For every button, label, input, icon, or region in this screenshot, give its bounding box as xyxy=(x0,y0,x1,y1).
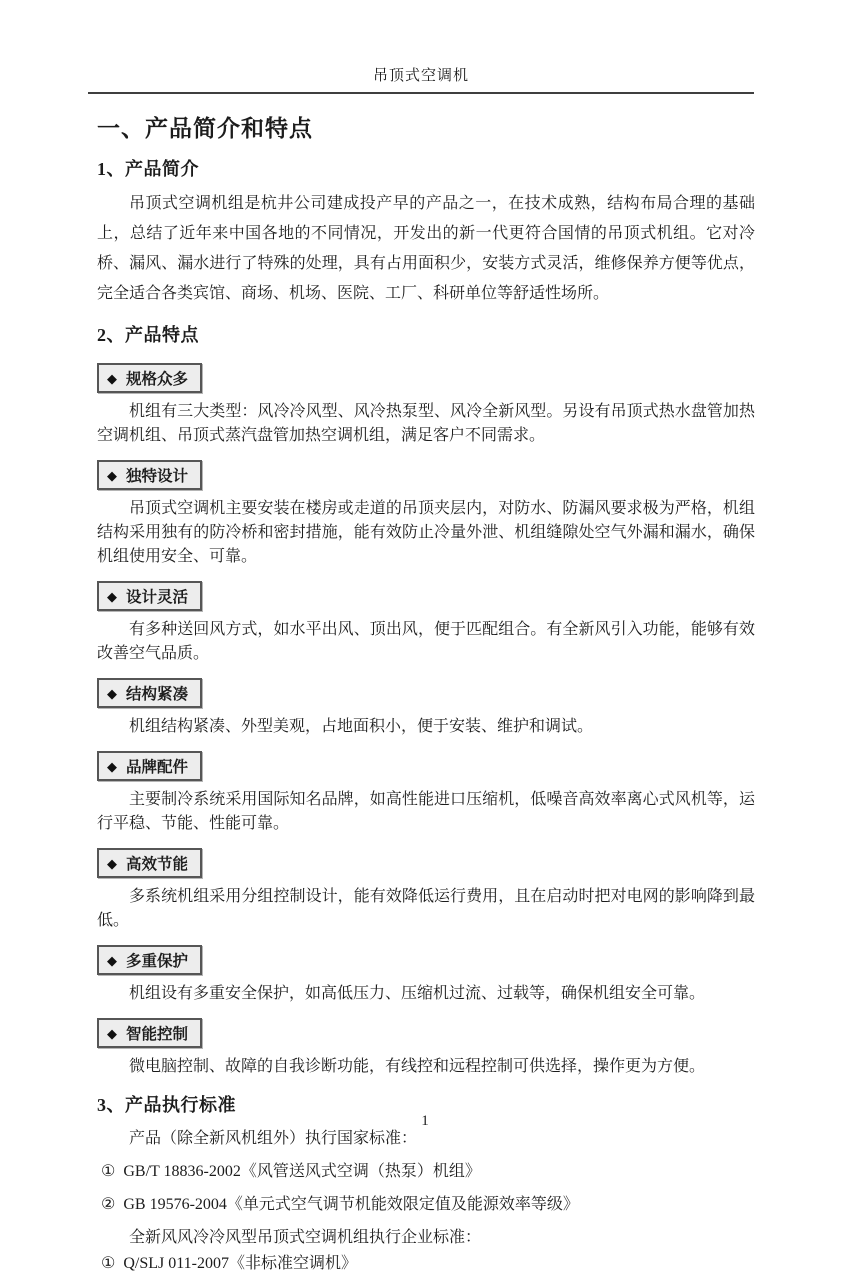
feature-paragraph: 机组设有多重安全保护，如高低压力、压缩机过流、过载等，确保机组安全可靠。 xyxy=(129,985,706,1002)
feature-paragraph: 机组有三大类型：风冷冷风型、风冷热泵型、风冷全新风型。另设有吊顶式热水盘管加热空调机组、吊顶式蒸汽盘管加热空调机组，满足客户不同需求。 xyxy=(97,403,755,444)
feature-paragraph: 多系统机组采用分组控制设计，能有效降低运行费用，且在启动时把对电网的影响降到最低。 xyxy=(97,888,755,929)
feature-item xyxy=(97,355,755,448)
feature-label: 高效节能 xyxy=(126,856,189,873)
page-content xyxy=(97,104,755,1276)
diamond-icon: ◆ xyxy=(107,588,117,604)
feature-item xyxy=(97,1010,755,1079)
item-number: ① xyxy=(101,1255,116,1272)
page-number: 1 xyxy=(421,1113,429,1129)
item-text: Q/SLJ 011-2007《非标准空调机》 xyxy=(123,1255,357,1272)
standards-enterprise-intro: 全新风风冷冷风型吊顶式空调机组执行企业标准： xyxy=(129,1229,482,1246)
standard-item xyxy=(97,1160,755,1184)
feature-item xyxy=(97,840,755,933)
intro-paragraph: 吊顶式空调机组是杭井公司建成投产早的产品之一，在技术成熟，结构布局合理的基础上，总结了近年来中国各地的不同情况，开发出的新一代更符合国情的吊顶式机组。它对冷桥、漏风、漏水进行了特殊的处理，具有占用面积少，安装方式灵活，维修保养方便等优点，完全适合各类宾馆、商场、机场、医院、工厂、科研单位等舒适性场所。 xyxy=(97,195,755,302)
feature-paragraph: 机组结构紧凑、外型美观，占地面积小，便于安装、维护和调试。 xyxy=(129,718,594,735)
feature-label-box xyxy=(97,363,202,393)
feature-label: 规格众多 xyxy=(126,371,189,388)
diamond-icon: ◆ xyxy=(107,855,117,871)
feature-item xyxy=(97,573,755,666)
page-header-title: 吊顶式空调机 xyxy=(88,64,754,94)
feature-item xyxy=(97,670,755,739)
item-text: GB 19576-2004《单元式空气调节机能效限定值及能源效率等级》 xyxy=(123,1196,579,1213)
feature-paragraph: 有多种送回风方式，如水平出风、顶出风，便于匹配组合。有全新风引入功能，能够有效改善空气品质。 xyxy=(97,621,755,662)
feature-label: 品牌配件 xyxy=(126,759,189,776)
diamond-icon: ◆ xyxy=(107,758,117,774)
diamond-icon: ◆ xyxy=(107,1025,117,1041)
feature-label: 结构紧凑 xyxy=(126,686,189,703)
feature-paragraph: 吊顶式空调机主要安装在楼房或走道的吊顶夹层内，对防水、防漏风要求极为严格，机组结构采用独有的防冷桥和密封措施，能有效防止冷量外泄、机组缝隙处空气外漏和漏水，确保机组使用安全、可靠。 xyxy=(97,500,755,565)
feature-label-box xyxy=(97,678,202,708)
feature-label-box xyxy=(97,848,202,878)
standard-item xyxy=(97,1252,755,1276)
diamond-icon: ◆ xyxy=(107,685,117,701)
standards-heading: 3、产品执行标准 xyxy=(97,1095,236,1115)
feature-paragraph: 微电脑控制、故障的自我诊断功能，有线控和远程控制可供选择，操作更为方便。 xyxy=(129,1058,706,1075)
feature-item xyxy=(97,452,755,569)
feature-label-box xyxy=(97,945,202,975)
features-heading: 2、产品特点 xyxy=(97,325,199,345)
feature-paragraph: 主要制冷系统采用国际知名品牌，如高性能进口压缩机，低噪音高效率离心式风机等，运行平稳、节能、性能可靠。 xyxy=(97,791,755,832)
feature-label-box xyxy=(97,460,202,490)
standards-national-intro: 产品（除全新风机组外）执行国家标准： xyxy=(129,1130,418,1147)
item-number: ① xyxy=(101,1163,116,1180)
standard-item xyxy=(97,1193,755,1217)
feature-label-box xyxy=(97,751,202,781)
feature-item xyxy=(97,937,755,1006)
feature-label: 独特设计 xyxy=(126,468,189,485)
item-text: GB/T 18836-2002《风管送风式空调（热泵）机组》 xyxy=(123,1163,481,1180)
item-number: ② xyxy=(101,1196,116,1213)
diamond-icon: ◆ xyxy=(107,952,117,968)
diamond-icon: ◆ xyxy=(107,370,117,386)
intro-heading: 1、产品简介 xyxy=(97,159,199,179)
feature-label: 智能控制 xyxy=(126,1026,189,1043)
feature-label-box xyxy=(97,1018,202,1048)
feature-label: 设计灵活 xyxy=(126,589,189,606)
feature-label: 多重保护 xyxy=(126,953,189,970)
diamond-icon: ◆ xyxy=(107,467,117,483)
feature-item xyxy=(97,743,755,836)
feature-label-box xyxy=(97,581,202,611)
main-heading: 一、产品简介和特点 xyxy=(97,116,313,141)
